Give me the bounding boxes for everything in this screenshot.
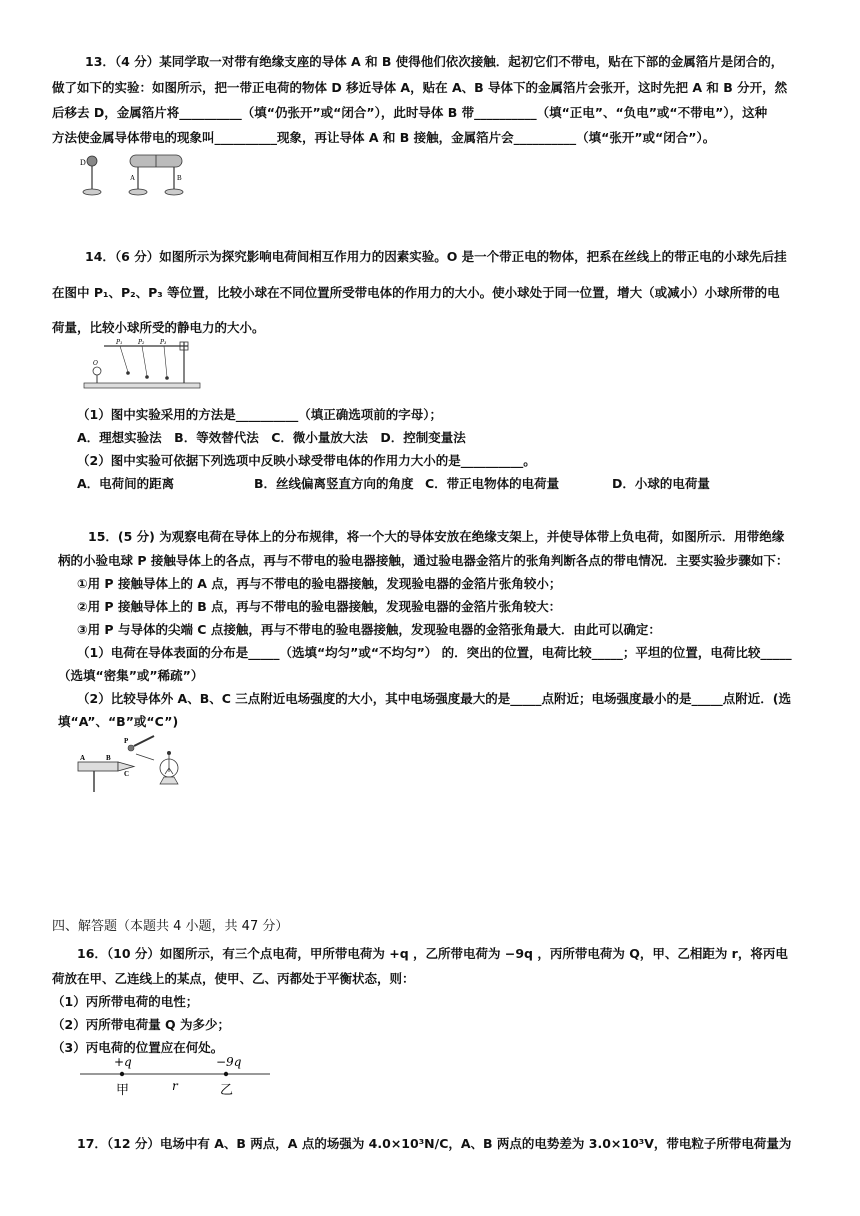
q16-figure: [76, 1052, 274, 1100]
q14-option-d: D．小球的电荷量: [612, 476, 710, 491]
charge-yi: [224, 1072, 228, 1076]
q14-sub-question-2: （2）图中实验可依据下列选项中反映小球受带电体的作用力大小的是__________。: [77, 453, 536, 468]
q14-label-p3: P₃: [160, 339, 167, 346]
q14-sub-question-1: （1）图中实验采用的方法是__________（填正确选项前的字母）；: [77, 407, 442, 422]
q14-label-p2: P₂: [138, 339, 145, 346]
q15-figure: [74, 734, 192, 798]
object-d-ball: [87, 156, 97, 166]
q13-line-2: 做了如下的实验：如图所示，把一带正电荷的物体 D 移近导体 A，贴在 A、B 导体下的金属箔片会张开，这时先把 A 和 B 分开，然: [52, 80, 788, 95]
q15-step-2: ②用 P 接触导体上的 B 点，再与不带电的验电器接触，发现验电器的金箔片张角较大：: [77, 599, 562, 614]
q16-line-1: 16．（10 分）如图所示，有三个点电荷，甲所带电荷为 +q ，乙所带电荷为 −9q ，丙所带电荷为 Q，甲、乙相距为 r，将丙电: [77, 946, 788, 961]
q16-line-2: 荷放在甲、乙连线上的某点，使甲、乙、丙都处于平衡状态，则：: [52, 971, 415, 986]
q15-label-p: P: [124, 737, 129, 745]
q15-question-2a: （2）比较导体外 A、B、C 三点附近电场强度的大小，其中电场强度最大的是_____点附近；电场强度最小的是_____点附近．(选: [77, 691, 791, 706]
q14-options-1: A．理想实验法 B．等效替代法 C．微小量放大法 D．控制变量法: [77, 430, 466, 445]
q16-label-name1: 甲: [116, 1082, 130, 1097]
q13-label-b: B: [177, 174, 182, 182]
section-4-title: 四、解答题（本题共 4 小题，共 47 分）: [52, 919, 289, 934]
conductor-body: [78, 762, 118, 771]
q13-line-1: 13．（4 分）某同学取一对带有绝缘支座的导体 A 和 B 使得他们依次接触．起初它们不带电，贴在下部的金属箔片是闭合的，: [85, 54, 784, 69]
q14-label-o: O: [93, 360, 98, 367]
probe-ball-p: [128, 745, 134, 751]
q15-question-1a: （1）电荷在导体表面的分布是_____（选填“均匀”或“不均匀”） 的．突出的位置，电荷比较_____；平坦的位置，电荷比较_____: [77, 645, 792, 660]
q15-question-1b: （选填“密集”或”稀疏”）: [58, 668, 204, 683]
q14-option-a: A．电荷间的距离: [77, 476, 175, 491]
q16-label-distance: r: [172, 1079, 178, 1093]
q13-label-d: D: [80, 158, 86, 167]
q15-step-3: ③用 P 与导体的尖端 C 点接触，再与不带电的验电器接触，发现验电器的金箔张角最大．由此可以确定：: [77, 622, 661, 637]
q16-label-charge1: +q: [114, 1055, 132, 1069]
q13-line-3: 后移去 D，金属箔片将__________（填“仍张开”或“闭合”），此时导体 B 带__________（填“正电”、“负电”或“不带电”），这种: [52, 105, 768, 120]
q13-figure: [74, 150, 194, 202]
q15-step-1: ①用 P 接触导体上的 A 点，再与不带电的验电器接触，发现验电器的金箔片张角较小；: [77, 576, 562, 591]
q16-sub-question-1: （1）丙所带电荷的电性；: [52, 994, 199, 1009]
charged-body-o: [93, 367, 101, 375]
q14-option-b: B．丝线偏离竖直方向的角度: [254, 476, 414, 491]
q14-option-c: C．带正电物体的电荷量: [425, 476, 560, 491]
q16-label-charge2: −9q: [216, 1055, 242, 1069]
q15-label-a: A: [80, 754, 86, 762]
charge-jia: [120, 1072, 124, 1076]
q16-sub-question-3: （3）丙电荷的位置应在何处。: [52, 1040, 224, 1055]
q14-line-1: 14．（6 分）如图所示为探究影响电荷间相互作用力的因素实验。O 是一个带正电的物体，把系在丝线上的带正电的小球先后挂: [85, 249, 787, 264]
q17-line-1: 17．（12 分）电场中有 A、B 两点，A 点的场强为 4.0×10³N/C，A、B 两点的电势差为 3.0×10³V，带电粒子所带电荷量为: [77, 1136, 792, 1151]
q15-line-2: 柄的小验电球 P 接触导体上的各点，再与不带电的验电器接触，通过验电器金箔片的张角判断各点的带电情况．主要实验步骤如下：: [58, 553, 789, 568]
q13-label-a: A: [130, 174, 136, 182]
q15-label-b: B: [106, 754, 111, 762]
q14-line-3: 荷量，比较小球所受的静电力的大小。: [52, 320, 265, 335]
q15-label-c: C: [124, 770, 130, 778]
q15-line-1: 15．(5 分) 为观察电荷在导体上的分布规律，将一个大的导体安放在绝缘支架上，并使导体带上负电荷，如图所示．用带绝缘: [88, 529, 785, 544]
q14-figure: [80, 336, 204, 392]
q13-line-4: 方法使金属导体带电的现象叫__________现象，再让导体 A 和 B 接触，金属箔片会__________（填“张开”或“闭合”）。: [52, 130, 716, 145]
q15-question-2b: 填“A”、“B”或“C”): [58, 714, 179, 729]
q16-label-name2: 乙: [220, 1082, 234, 1097]
q16-sub-question-2: （2）丙所带电荷量 Q 为多少；: [52, 1017, 231, 1032]
q14-line-2: 在图中 P₁、P₂、P₃ 等位置，比较小球在不同位置所受带电体的作用力的大小。使小球处于同一位置，增大（或减小）小球所带的电: [52, 285, 780, 300]
q14-label-p1: P₁: [116, 339, 123, 346]
